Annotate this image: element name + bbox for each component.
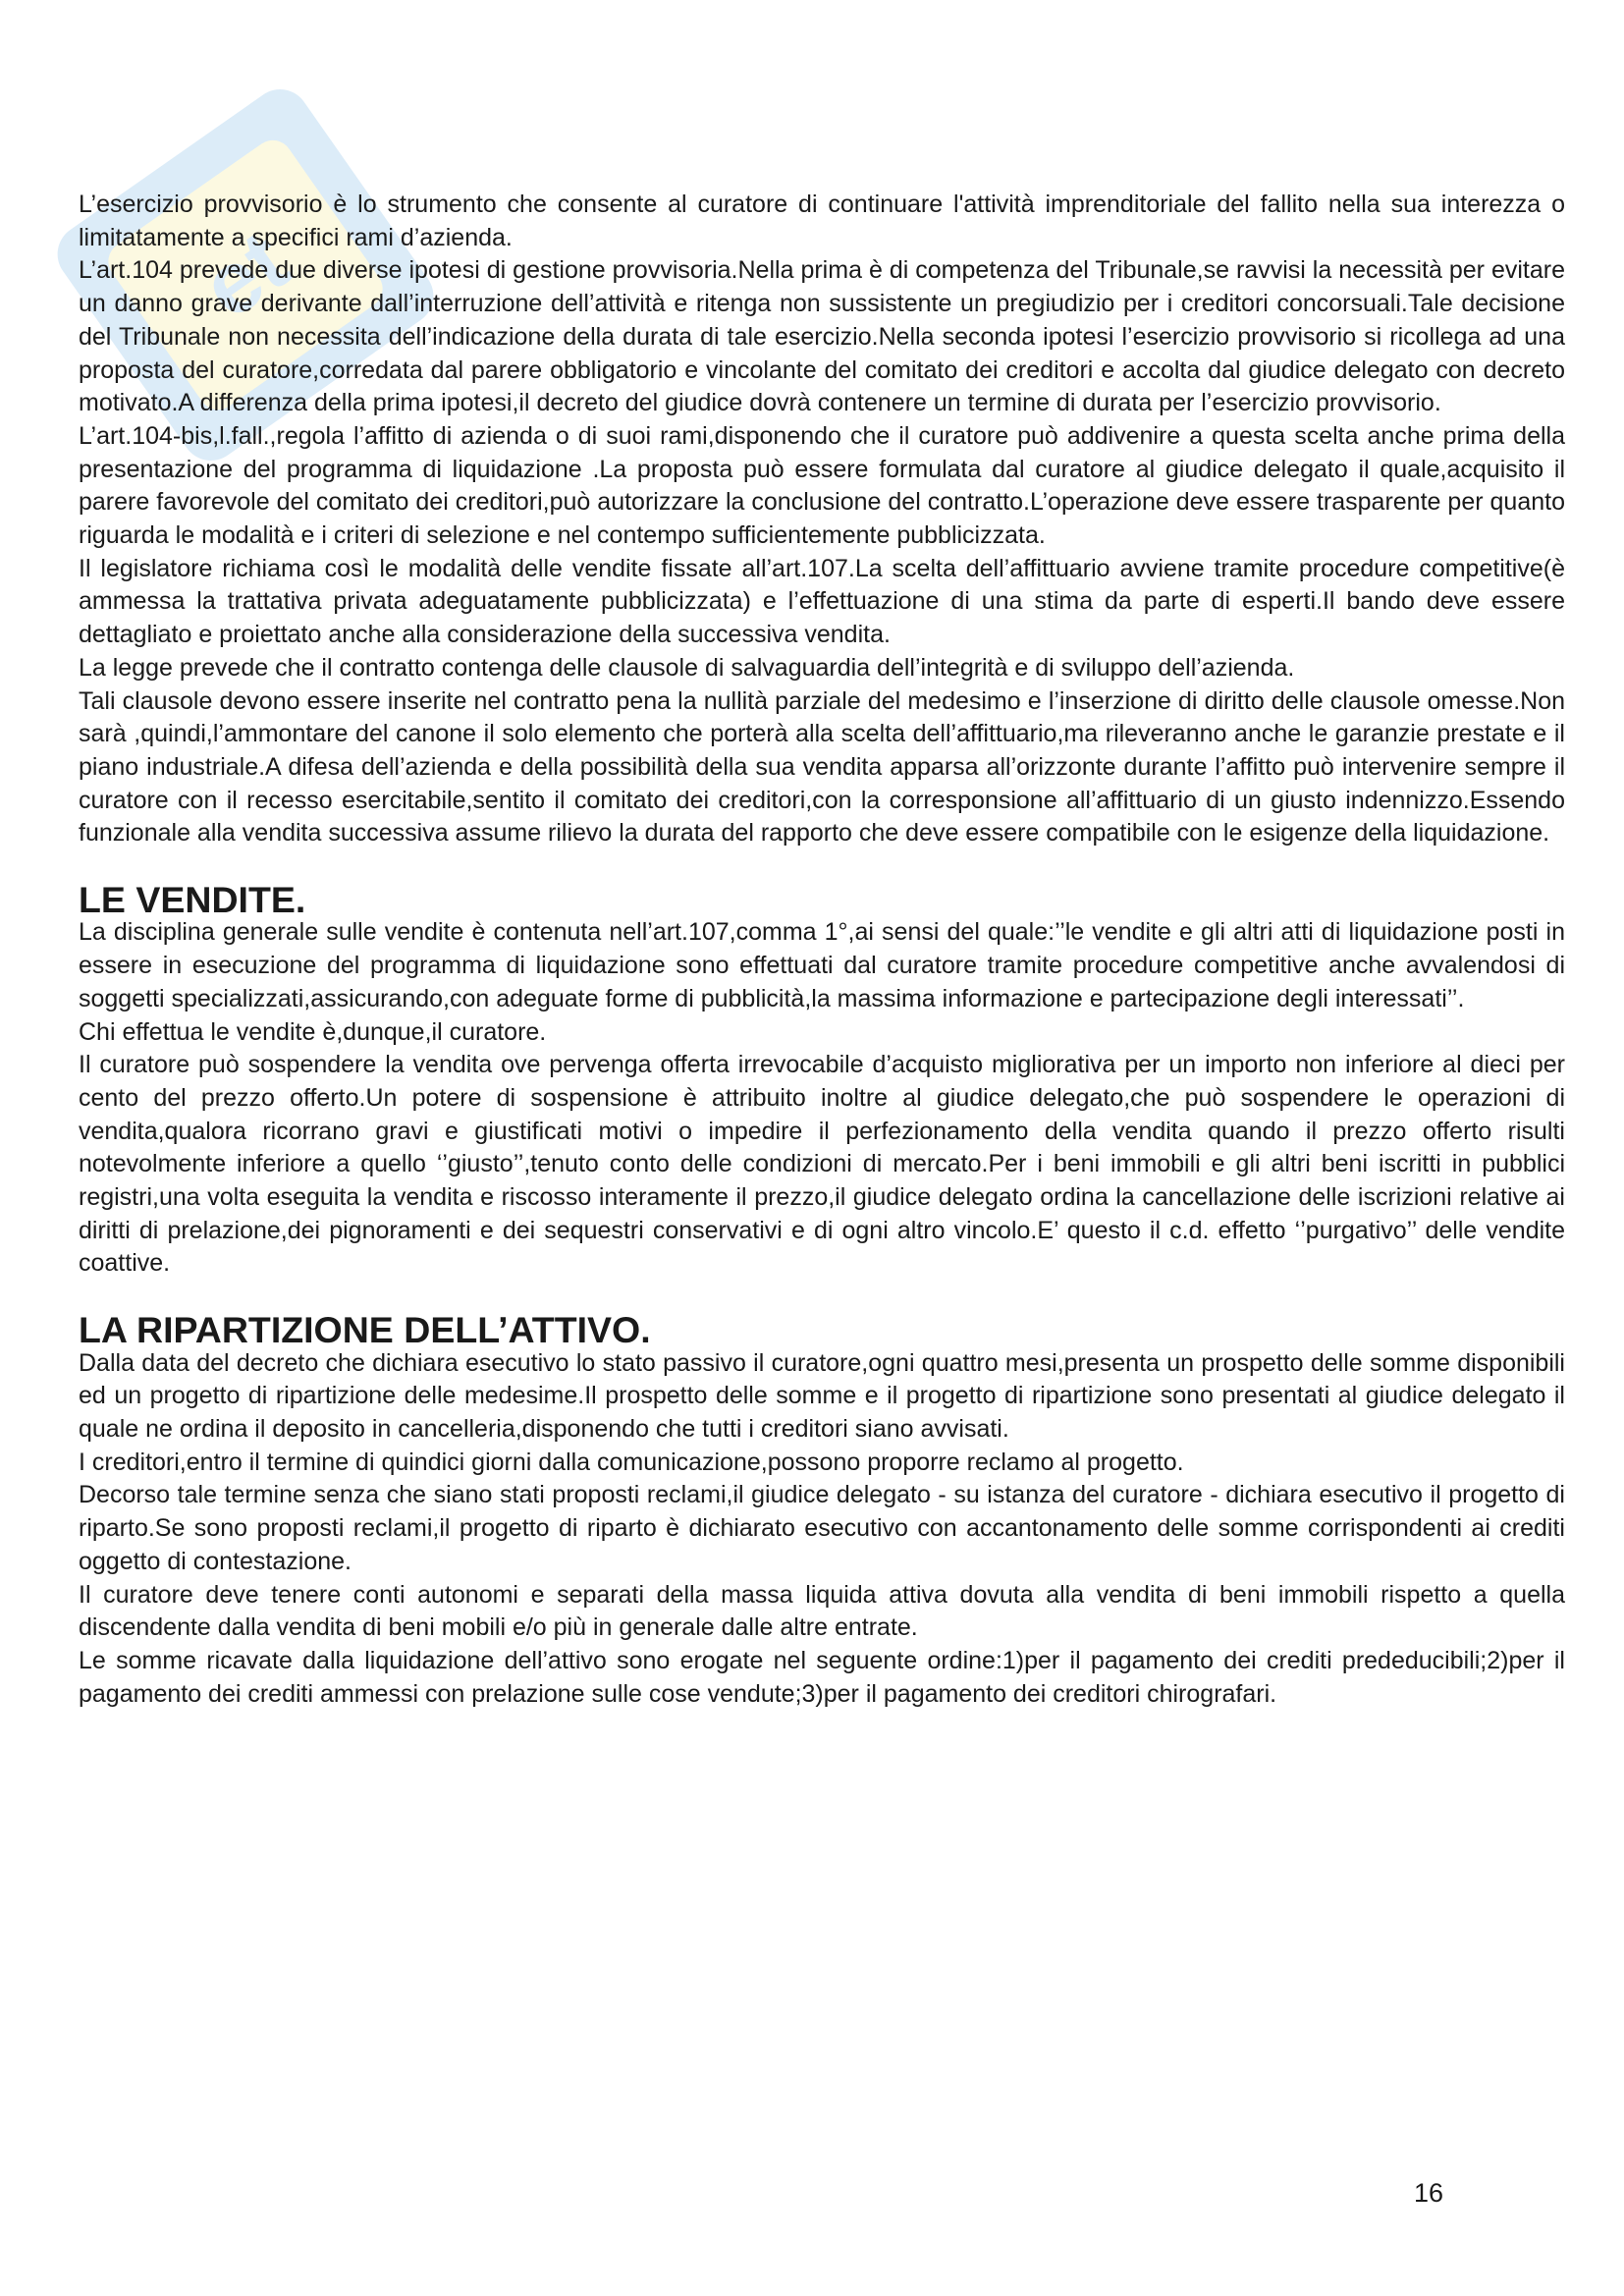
paragraph: L’esercizio provvisorio è lo strumento che consente al curatore di continuare l'attività imprenditoriale del fallito nella sua interezza o limitatamente a specifici rami d’azienda. (79, 191, 1565, 251)
paragraph: L’art.104-bis,l.fall.,regola l’affitto di azienda o di suoi rami,disponendo che il curatore può addivenire a questa scelta anche prima della presentazione del programma di liquidazione .La proposta può essere formulata dal curatore al giudice delegato il quale,acquisito il parere favorevole del comitato dei creditori,può autorizzare la conclusione del contratto.L’operazione deve essere trasparente per quanto riguarda le modalità e i criteri di selezione e nel contempo sufficientemente pubblicizzata. (79, 421, 1565, 550)
paragraph: Chi effettua le vendite è,dunque,il curatore. (79, 1017, 547, 1046)
paragraph: Tali clausole devono essere inserite nel contratto pena la nullità parziale del medesimo e l’inserzione di diritto delle clausole omesse.Non sarà ,quindi,l’ammontare del canone il solo elemento che porterà alla scelta dell’affittuario,ma rileveranno anche le garanzie prestate e il piano industriale.A difesa dell’azienda e della possibilità della sua vendita apparsa all’orizzonte durante l’affitto può intervenire sempre il curatore con il recesso esercitabile,sentito il comitato dei creditori,con la corresponsione all’affittuario di un giusto indennizzo.Essendo funzionale alla vendita successiva assume rilievo la durata del rapporto che deve essere compatibile con le esigenze della liquidazione. (79, 686, 1565, 847)
svg-text:et: et (185, 212, 306, 338)
page-number: 16 (1413, 2178, 1443, 2208)
paragraph: L’art.104 prevede due diverse ipotesi di gestione provvisoria.Nella prima è di competenza del Tribunale,se ravvisi la necessità per evitare un danno grave derivante dall’interruzione dell’attività e ritenga non sussistente un pregiudizio per i creditori concorsuali.Tale decisione del Tribunale non necessita dell’indicazione della durata di tale esercizio.Nella seconda ipotesi l’esercizio provvisorio si ricollega ad una proposta del curatore,corredata dal parere obbligatorio e vincolante del comitato dei creditori e accolta dal giudice delegato con decreto motivato.A differenza della prima ipotesi,il decreto del giudice dovrà contenere un termine di durata per l’esercizio provvisorio. (79, 256, 1565, 417)
paragraph: Il curatore deve tenere conti autonomi e separati della massa liquida attiva dovuta alla vendita di beni immobili rispetto a quella discendente dalla vendita di beni mobili e/o più in generale dalle altre entrate. (79, 1580, 1565, 1642)
section-title-ripartizione: LA RIPARTIZIONE DELL’ATTIVO. (79, 1308, 651, 1350)
section-title-vendite: LE VENDITE. (79, 878, 306, 920)
paragraph: I creditori,entro il termine di quindici giorni dalla comunicazione,possono proporre reclamo al progetto. (79, 1448, 1184, 1476)
paragraph: Il curatore può sospendere la vendita ove pervenga offerta irrevocabile d’acquisto migliorativa per un importo non inferiore al dieci per cento del prezzo offerto.Un potere di sospensione è attribuito inoltre al giudice delegato,che può sospendere le operazioni di vendita,qualora ricorrano gravi e giustificati motivi o impedire il perfezionamento della vendita quando il prezzo offerto risulti notevolmente inferiore a quello ‘’giusto’’,tenuto conto delle condizioni di mercato.Per i beni immobili e gli altri beni iscritti in pubblici registri,una volta eseguita la vendita e riscosso interamente il prezzo,il giudice delegato ordina la cancellazione delle iscrizioni relative ai diritti di prelazione,dei pignoramenti e dei sequestri conservativi e di ogni altro vincolo.E’ questo il c.d. effetto ‘’purgativo’’ delle vendite coattive. (79, 1051, 1565, 1278)
page-content (79, 189, 1565, 1711)
paragraph: Il legislatore richiama così le modalità delle vendite fissate all’art.107.La scelta dell’affittuario avviene tramite procedure competitive(è ammessa la trattativa privata adeguatamente pubblicizzata) e l’effettuazione di una stima da parte di esperti.Il bando deve essere dettagliato e proiettato anche alla considerazione della successiva vendita. (79, 554, 1565, 649)
paragraph: Le somme ricavate dalla liquidazione dell’attivo sono erogate nel seguente ordine:1)per il pagamento dei crediti prededucibili;2)per il pagamento dei crediti ammessi con prelazione sulle cose vendute;3)per il pagamento dei creditori chirografari. (79, 1646, 1565, 1708)
paragraph: Decorso tale termine senza che siano stati proposti reclami,il giudice delegato - su istanza del curatore - dichiara esecutivo il progetto di riparto.Se sono proposti reclami,il progetto di riparto è dichiarato esecutivo con accantonamento delle somme corrispondenti ai crediti oggetto di contestazione. (79, 1481, 1565, 1575)
paragraph: La legge prevede che il contratto contenga delle clausole di salvaguardia dell’integrità e di sviluppo dell’azienda. (79, 653, 1295, 682)
paragraph: La disciplina generale sulle vendite è contenuta nell’art.107,comma 1°,ai sensi del quale:’’le vendite e gli altri atti di liquidazione posti in essere in esecuzione del programma di liquidazione sono effettuati dal curatore tramite procedure competitive anche avvalendosi di soggetti specializzati,assicurando,con adeguate forme di pubblicità,la massima informazione e partecipazione degli interessati’’. (79, 918, 1565, 1012)
paragraph: Dalla data del decreto che dichiara esecutivo lo stato passivo il curatore,ogni quattro mesi,presenta un prospetto delle somme disponibili ed un progetto di ripartizione delle medesime.Il prospetto delle somme e il progetto di ripartizione sono presentati al giudice delegato il quale ne ordina il deposito in cancelleria,disponendo che tutti i creditori siano avvisati. (79, 1348, 1565, 1443)
